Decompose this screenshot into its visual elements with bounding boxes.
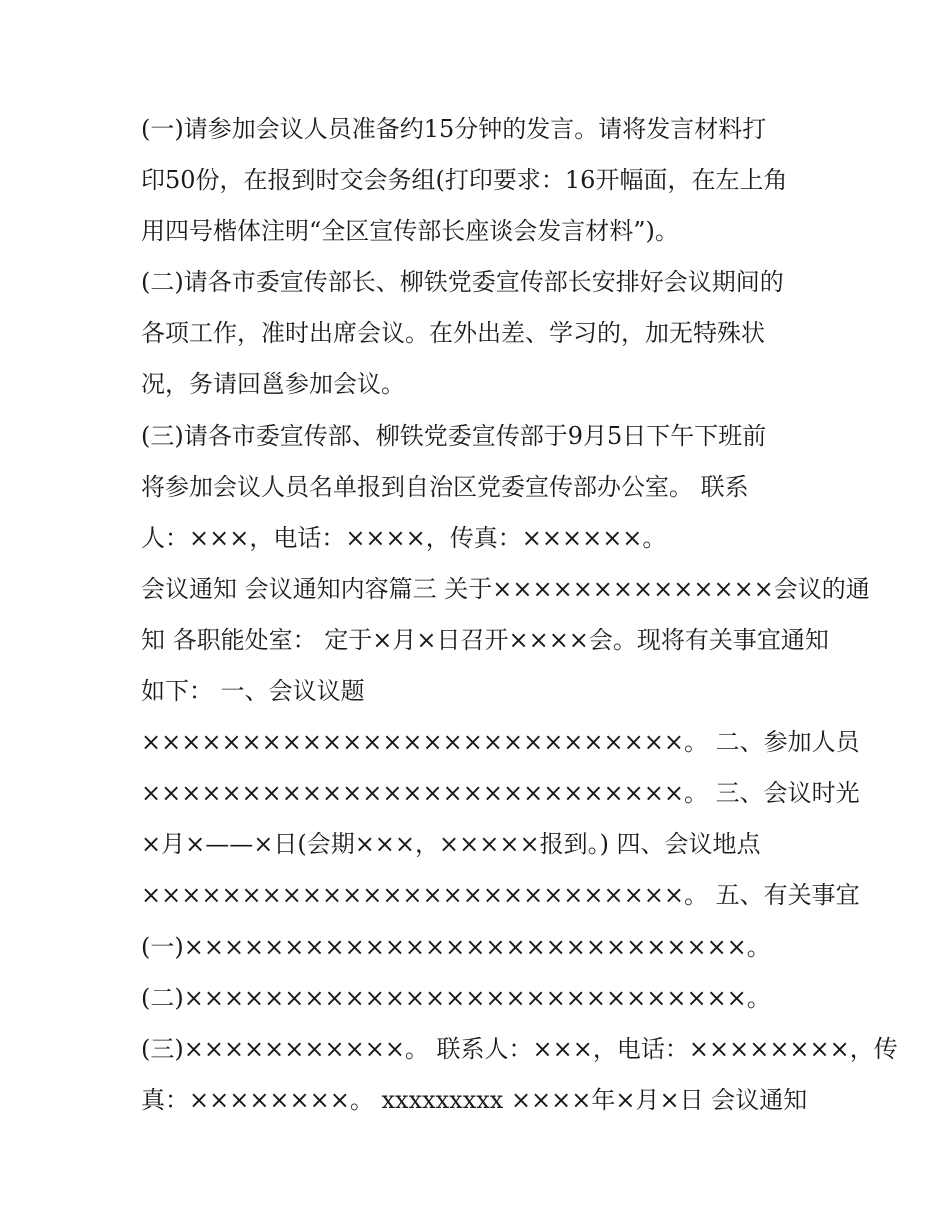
text-line: (一)请参加会议人员准备约15分钟的发言。请将发言材料打 [141, 115, 767, 143]
text-line: 真：××××××××。 xxxxxxxxx ××××年×月×日 会议通知 [141, 1085, 808, 1114]
text-line: 如下： 一、会议议题 [141, 677, 365, 706]
text-line: ×××××××××××××××××××××××××××。 二、参加人员 [141, 728, 860, 757]
text-line: (三)请各市委宣传部、柳铁党委宣传部于9月5日下午下班前 [141, 421, 767, 450]
text-line: ×××××××××××××××××××××××××××。 五、有关事宜 [141, 881, 860, 910]
document-body [141, 104, 898, 1126]
text-line: 用四号楷体注明“全区宣传部长座谈会发言材料”)。 [141, 217, 679, 246]
text-line: (二)××××××××××××××××××××××××××××。 [141, 983, 771, 1012]
text-line: 印50份，在报到时交会务组(打印要求：16开幅面，在左上角 [141, 166, 788, 195]
text-line: 会议通知 会议通知内容篇三 关于××××××××××××××会议的通 [141, 574, 870, 603]
text-line: (三)×××××××××××。 联系人：×××，电话：××××××××，传 [141, 1034, 898, 1063]
text-line: 知 各职能处室： 定于×月×日召开××××会。现将有关事宜通知 [141, 625, 829, 654]
text-line: ×××××××××××××××××××××××××××。 三、会议时光 [141, 779, 860, 808]
text-line: ×月×——×日(会期×××，×××××报到。) 四、会议地点 [141, 830, 761, 859]
text-line: 人：×××，电话：××××，传真：××××××。 [141, 523, 667, 552]
text-line: (二)请各市委宣传部长、柳铁党委宣传部长安排好会议期间的 [141, 268, 784, 297]
text-line: 况，务请回邕参加会议。 [141, 370, 405, 399]
text-line: 各项工作，准时出席会议。在外出差、学习的，加无特殊状 [141, 319, 765, 348]
text-line: 将参加会议人员名单报到自治区党委宣传部办公室。 联系 [141, 472, 749, 501]
text-line: (一)××××××××××××××××××××××××××××。 [141, 932, 771, 961]
